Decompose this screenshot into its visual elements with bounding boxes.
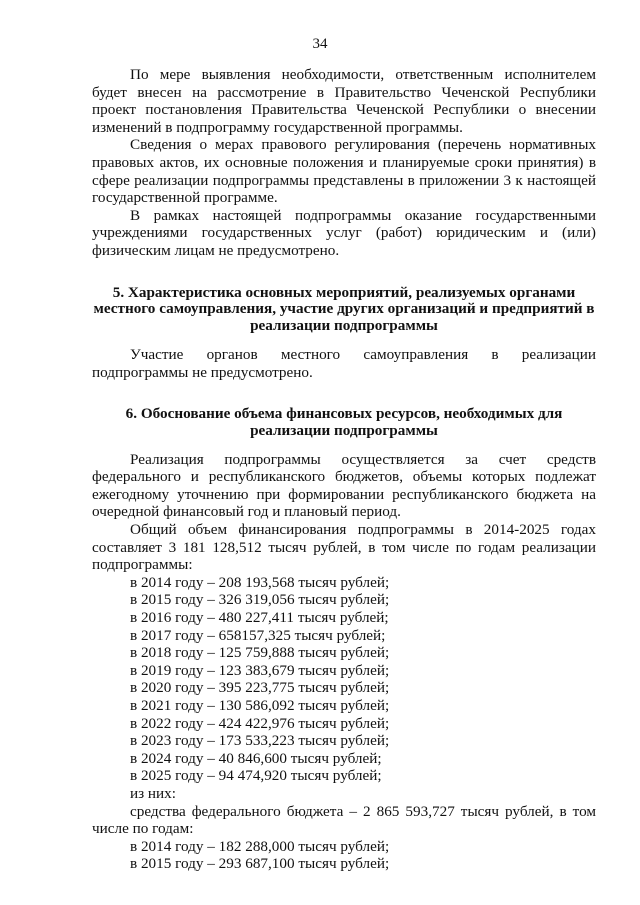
federal-by-year-list (92, 838, 596, 873)
federal-budget-paragraph: средства федерального бюджета – 2 865 593,727 тысяч рублей, в том числе по годам: (92, 802, 596, 838)
list-item: в 2015 году – 293 687,100 тысяч рублей; (130, 855, 390, 873)
intro-paragraph: В рамках настоящей подпрограммы оказание государственными учреждениями государственных услуг (работ) юридическим и (или) физическим лицам не предусмотрено. (92, 206, 596, 259)
section-5-paragraph: Участие органов местного самоуправления в реализации подпрограммы не предусмотрено. (92, 345, 596, 381)
list-item: в 2014 году – 208 193,568 тысяч рублей; (130, 573, 390, 591)
list-item: в 2018 году – 125 759,888 тысяч рублей; (130, 644, 390, 662)
list-item: в 2021 году – 130 586,092 тысяч рублей; (130, 697, 390, 715)
page-number: 34 (312, 36, 328, 52)
document-body (92, 66, 596, 873)
section-6-heading: 6. Обоснование объема финансовых ресурсов, необходимых для реализации подпрограммы (125, 405, 563, 439)
list-item: в 2019 году – 123 383,679 тысяч рублей; (130, 661, 390, 679)
list-item: в 2023 году – 173 533,223 тысяч рублей; (130, 732, 390, 750)
list-item: в 2014 году – 182 288,000 тысяч рублей; (130, 837, 390, 855)
list-item: в 2024 году – 40 846,600 тысяч рублей; (130, 749, 382, 767)
intro-paragraph: По мере выявления необходимости, ответственным исполнителем будет внесен на рассмотрение в Правительство Чеченской Республики проект постановления Правительства Чеченской Республики о внесении изменений в подпрограмму государственной программы. (92, 66, 596, 136)
funding-by-year-list (92, 574, 596, 785)
list-item: в 2022 году – 424 422,976 тысяч рублей; (130, 714, 390, 732)
list-item: в 2020 году – 395 223,775 тысяч рублей; (130, 679, 390, 697)
section-6-paragraph: Общий объем финансирования подпрограммы в 2014-2025 годах составляет 3 181 128,512 тысяч рублей, в том числе по годам реализации подпрограммы: (92, 521, 596, 574)
intro-paragraph: Сведения о мерах правового регулирования (перечень нормативных правовых актов, их основные положения и планируемые сроки принятия) в сфере реализации подпрограммы представлены в приложении 3 к настоящей государственной программе. (92, 136, 596, 207)
section-6-paragraph: Реализация подпрограммы осуществляется за счет средств федерального и республиканского бюджетов, объемы которых подлежат ежегодному уточнению при формировании республиканского бюджета на очередной финансовый год и плановый период. (92, 450, 596, 521)
list-item: в 2015 году – 326 319,056 тысяч рублей; (130, 591, 390, 609)
list-item: в 2016 году – 480 227,411 тысяч рублей; (130, 609, 389, 627)
of-which-label: из них: (130, 784, 176, 802)
list-item: в 2025 году – 94 474,920 тысяч рублей; (130, 767, 382, 785)
list-item: в 2017 году – 658157,325 тысяч рублей; (130, 626, 386, 644)
section-5-heading: 5. Характеристика основных мероприятий, реализуемых органами местного самоуправления, участие других организаций и предприятий в реализации подпрограммы (93, 283, 595, 335)
